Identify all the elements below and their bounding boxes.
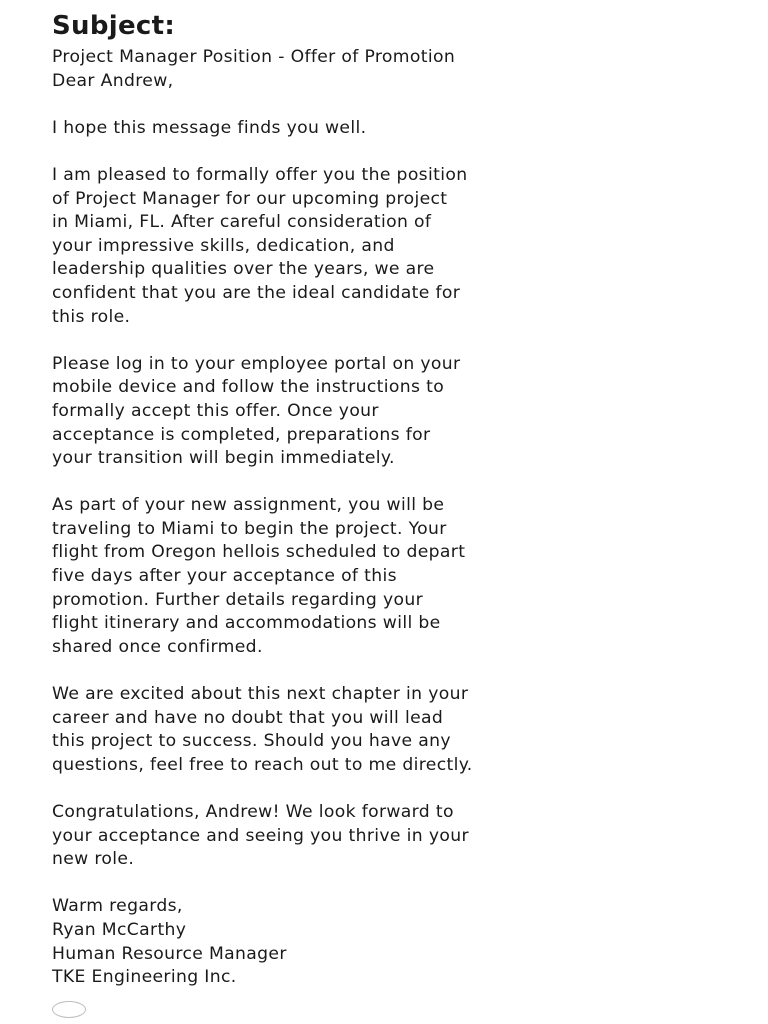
paragraph-line: As part of your new assignment, you will be: [52, 495, 445, 516]
paragraph-line: this role.: [52, 306, 131, 327]
paragraph-line: in Miami, FL. After careful consideration of: [52, 212, 432, 233]
sender-company: TKE Engineering Inc.: [52, 967, 237, 988]
sender-name: Ryan McCarthy: [52, 919, 187, 940]
paragraph-portal-instructions: [52, 353, 728, 471]
paragraph-line: your transition will begin immediately.: [52, 448, 395, 469]
paragraph-line: shared once confirmed.: [52, 636, 263, 657]
paragraph-gap: [52, 93, 728, 117]
greeting: Dear Andrew,: [52, 70, 174, 91]
paragraph-line: We are excited about this next chapter in your: [52, 684, 469, 705]
paragraph-line: formally accept this offer. Once your: [52, 400, 379, 421]
subject-line: Project Manager Position - Offer of Promotion: [52, 47, 456, 67]
paragraph-line: leadership qualities over the years, we are: [52, 259, 435, 280]
paragraph-gap: [52, 140, 728, 164]
paragraph-gap: [52, 777, 728, 801]
paragraph-line: I am pleased to formally offer you the position: [52, 164, 468, 185]
oval-button[interactable]: [52, 1001, 86, 1018]
paragraph-offer: [52, 164, 728, 329]
paragraph-line: five days after your acceptance of this: [52, 566, 397, 587]
sign-off: Warm regards,: [52, 896, 183, 917]
subject-heading: Subject:: [52, 11, 176, 41]
paragraph-line: flight from Oregon hellois scheduled to depart: [52, 542, 466, 563]
paragraph-line: I hope this message finds you well.: [52, 117, 367, 138]
paragraph-intro: [52, 117, 728, 141]
paragraph-congratulations: [52, 801, 728, 872]
paragraph-line: Please log in to your employee portal on your: [52, 353, 461, 374]
paragraph-gap: [52, 872, 728, 896]
paragraph-gap: [52, 659, 728, 683]
paragraph-line: your impressive skills, dedication, and: [52, 235, 395, 256]
paragraph-line: traveling to Miami to begin the project. Your: [52, 518, 447, 539]
paragraph-line: promotion. Further details regarding your: [52, 589, 424, 610]
paragraph-line: new role.: [52, 849, 135, 870]
paragraph-gap: [52, 471, 728, 495]
paragraph-line: questions, feel free to reach out to me directly.: [52, 754, 473, 775]
paragraph-excitement: [52, 683, 728, 777]
paragraph-line: acceptance is completed, preparations for: [52, 424, 431, 445]
sender-title: Human Resource Manager: [52, 943, 287, 964]
paragraph-travel: [52, 494, 728, 659]
paragraph-line: career and have no doubt that you will lead: [52, 707, 444, 728]
paragraph-line: confident that you are the ideal candidate for: [52, 282, 461, 303]
signature-block: [52, 895, 728, 989]
paragraph-line: this project to success. Should you have any: [52, 731, 451, 752]
paragraph-line: your acceptance and seeing you thrive in your: [52, 825, 469, 846]
paragraph-line: mobile device and follow the instructions to: [52, 377, 445, 398]
paragraph-line: of Project Manager for our upcoming project: [52, 188, 448, 209]
paragraph-gap: [52, 329, 728, 353]
paragraph-line: flight itinerary and accommodations will be: [52, 613, 441, 634]
paragraph-line: Congratulations, Andrew! We look forward to: [52, 802, 454, 822]
